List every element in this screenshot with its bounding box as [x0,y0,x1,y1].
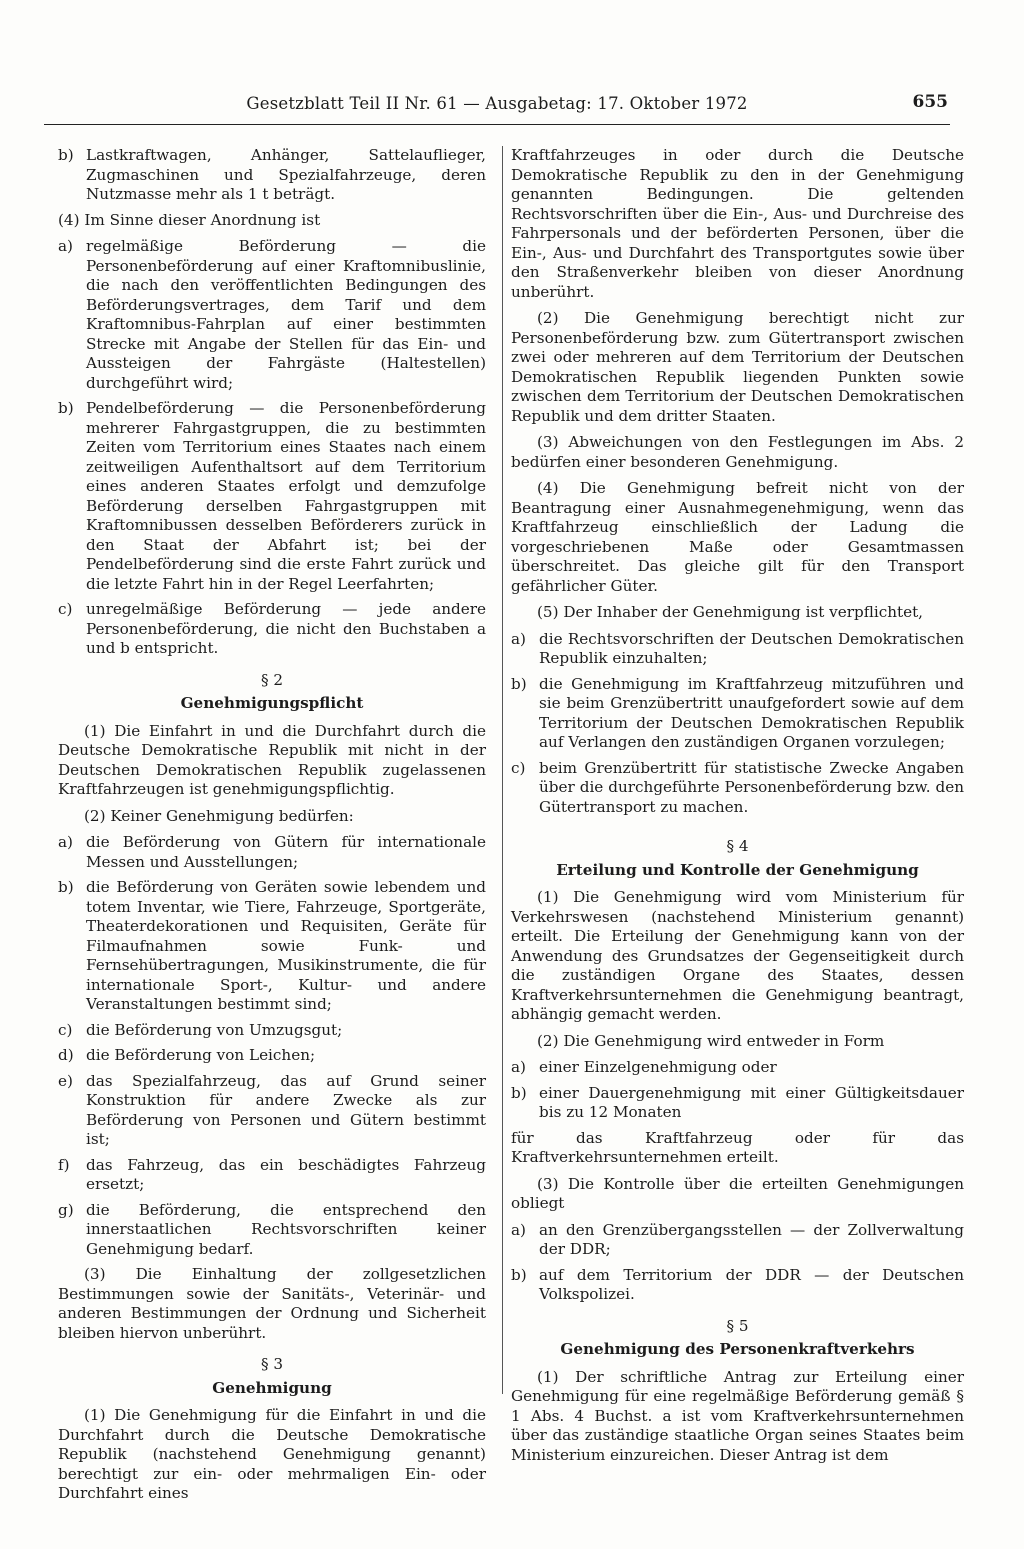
paragraph: (3) Die Kontrolle über die erteilten Genehmigungen obliegt [511,1174,964,1212]
item-text: das Fahrzeug, das ein beschädigtes Fahrzeug ersetzt; [86,1155,486,1193]
list-item [511,1058,964,1078]
list-item [58,1156,486,1195]
paragraph: (1) Der schriftliche Antrag zur Erteilung einer Genehmigung für eine regelmäßige Beförderung gemäß § 1 Abs. 4 Buchst. a ist vom Kraftverkehrsunternehmen über das zuständige staatliche Organ seines Staates beim Ministerium einzureichen. Dieser Antrag ist dem [511,1367,964,1464]
paragraph: (3) Abweichungen von den Festlegungen im Abs. 2 bedürfen einer besonderen Genehmigung. [511,433,964,471]
column-divider [502,146,503,1394]
item-label: a) [58,833,73,851]
paragraph: (3) Die Einhaltung der zollgesetzlichen Bestimmungen sowie der Sanitäts-, Veterinär- und anderen Bestimmungen der Ordnung und Sicherheit bleiben hiervon unberührt. [58,1265,486,1342]
section-title: Erteilung und Kontrolle der Genehmigung [556,860,919,879]
section-title: Genehmigungspflicht [180,694,364,712]
item-label: e) [58,1071,73,1090]
item-label: b) [58,146,74,164]
item-label: d) [58,1046,74,1064]
list-item [58,833,486,872]
paragraph: (2) Keiner Genehmigung bedürfen: [84,806,354,825]
item-label: c) [58,600,73,618]
item-label: a) [511,629,526,648]
list-item [58,1072,486,1150]
item-text: an den Grenzübergangsstellen — der Zollverwaltung der DDR; [539,1220,964,1258]
item-label: b) [511,1265,527,1284]
item-text: das Spezialfahrzeug, das auf Grund seiner Konstruktion für andere Zwecke als zur Beförderung von Personen und Gütern bestimmt ist; [86,1071,486,1148]
paragraph: (5) Der Inhaber der Genehmigung ist verpflichtet, [537,603,923,621]
section-number: § 5 [726,1316,749,1335]
item-label: f) [58,1155,70,1174]
list-item [58,1021,486,1041]
item-text: einer Dauergenehmigung mit einer Gültigkeitsdauer bis zu 12 Monaten [539,1083,964,1121]
section-title: Genehmigung [212,1378,332,1397]
item-text: die Beförderung, die entsprechend den innerstaatlichen Rechtsvorschriften keiner Genehmigung bedarf. [86,1200,486,1258]
paragraph: (2) Die Genehmigung wird entweder in Form [537,1031,885,1050]
item-label: a) [58,237,73,255]
list-item [58,600,486,659]
item-label: b) [511,1083,527,1102]
paragraph: (1) Die Genehmigung wird vom Ministerium für Verkehrswesen (nachstehend Ministerium genannt) erteilt. Die Erteilung der Genehmigung kann von der Anwendung des Grundsatzes der Gegenseitigkeit durch die zuständigen Organe des Staates, dessen Kraftverkehrsunternehmen die Genehmigung beantragt, abhängig gemacht werden. [511,888,964,1023]
page-number: 655 [912,92,948,112]
list-item [58,1046,486,1066]
list-item [511,1221,964,1260]
paragraph: (4) Die Genehmigung befreit nicht von der Beantragung einer Ausnahmegenehmigung, wenn das Kraftfahrzeug einschließlich der Ladung die vorgeschriebenen Maße oder Gesamtmassen überschreitet. Das gleiche gilt für den Transport gefährlicher Güter. [511,479,964,595]
item-label: b) [511,674,527,693]
item-text: beim Grenzübertritt für statistische Zwecke Angaben über die durchgeführte Personenbeförderung bzw. den Gütertransport zu machen. [539,758,964,816]
item-text: Lastkraftwagen, Anhänger, Sattelauflieger, Zugmaschinen und Spezialfahrzeuge, deren Nutzmasse mehr als 1 t beträgt. [86,146,486,203]
list-item [511,675,964,753]
paragraph: Kraftfahrzeuges in oder durch die Deutsche Demokratische Republik zu den in der Genehmigung genannten Bedingungen. Die geltenden Rechtsvorschriften über die Ein-, Aus- und Durchreise des Fahrpersonals und der beförderten Personen, über die Ein-, Aus- und Durchfahrt des Transportgutes sowie über den Straßenverkehr bleiben von dieser Anordnung unberührt. [511,146,964,301]
right-column [511,146,964,1472]
item-label: a) [511,1058,526,1076]
page-header [44,86,950,125]
item-text: die Beförderung von Umzugsgut; [86,1020,343,1039]
paragraph: (4) Im Sinne dieser Anordnung ist [58,210,321,229]
section-number: § 3 [260,1355,284,1373]
section-number: § 4 [726,837,749,855]
item-text: die Rechtsvorschriften der Deutschen Demokratischen Republik einzuhalten; [539,629,964,667]
item-text: einer Einzelgenehmigung oder [539,1058,777,1076]
item-text: unregelmäßige Beförderung — jede andere Personenbeförderung, die nicht den Buchstaben a und b entspricht. [86,600,486,657]
paragraph: (2) Die Genehmigung berechtigt nicht zur Personenbeförderung bzw. zum Gütertransport zwischen zwei oder mehreren auf dem Territorium der Deutschen Demokratischen Republik liegenden Punkten sowie zwischen dem Territorium der Deutschen Demokratischen Republik und dem dritter Staaten. [511,309,964,425]
item-label: c) [511,758,526,777]
section-title: Genehmigung des Personenkraftverkehrs [560,1340,915,1358]
item-label: g) [58,1200,74,1219]
item-label: b) [58,399,74,417]
list-item [511,1084,964,1123]
item-text: die Beförderung von Geräten sowie lebendem und totem Inventar, wie Tiere, Fahrzeuge, Sportgeräte, Theaterdekorationen und Requisiten, Geräte für Filmaufnahmen sowie Funk- und Fernsehübertragungen, Musikinstrumente, die für internationale Sport-, Kultur- und andere Veranstaltungen bestimmt sind; [86,878,486,1013]
item-text: die Beförderung von Gütern für internationale Messen und Ausstellungen; [86,833,486,871]
list-item [511,1266,964,1305]
list-item [58,146,486,205]
list-item [58,399,486,594]
item-text: die Genehmigung im Kraftfahrzeug mitzuführen und sie beim Grenzübertritt unaufgefordert sowie auf dem Territorium der Deutschen Demokratischen Republik auf Verlangen den zuständigen Organen vorzulegen; [539,674,964,751]
paragraph: für das Kraftfahrzeug oder für das Kraftverkehrsunternehmen erteilt. [511,1128,964,1166]
item-text: Pendelbeförderung — die Personenbeförderung mehrerer Fahrgastgruppen, die zu bestimmten Zeiten vom Territorium eines Staates nach einem zeitweiligen Aufenthaltsort auf dem Territorium eines anderen Staates erfolgt und demzufolge Beförderung derselben Fahrgastgruppen mit Kraftomnibussen desselben Beförderers zurück in den Staat der Abfahrt ist; bei der Pendelbeförderung sind die erste Fahrt zurück und die letzte Fahrt hin in der Regel Leerfahrten; [86,399,486,593]
list-item [511,630,964,669]
list-item [511,759,964,818]
left-column [58,146,486,1511]
list-item [58,237,486,393]
list-item [58,1201,486,1260]
item-text: regelmäßige Beförderung — die Personenbeförderung auf einer Kraftomnibuslinie, die nach den veröffentlichten Bedingungen des Beförderungsvertrages, dem Tarif und dem Kraftomnibus-Fahrplan auf einer bestimmten Strecke mit Angabe der Stellen für das Ein- und Aussteigen der Fahrgäste (Haltestellen) durchgeführt wird; [86,237,486,392]
item-label: a) [511,1220,526,1239]
item-text: die Beförderung von Leichen; [86,1046,316,1064]
item-label: c) [58,1020,73,1039]
item-text: auf dem Territorium der DDR — der Deutschen Volkspolizei. [539,1265,964,1303]
paragraph: (1) Die Einfahrt in und die Durchfahrt durch die Deutsche Demokratische Republik mit nicht in der Deutschen Demokratischen Republik zugelassenen Kraftfahrzeugen ist genehmigungspflichtig. [58,721,486,798]
paragraph: (1) Die Genehmigung für die Einfahrt in und die Durchfahrt durch die Deutsche Demokratische Republik (nachstehend Genehmigung genannt) berechtigt zur ein- oder mehrmaligen Ein- oder Durchfahrt eines [58,1406,486,1502]
header-title: Gesetzblatt Teil II Nr. 61 — Ausgabetag: 17. Oktober 1972 [246,94,748,113]
section-number: § 2 [260,670,284,689]
list-item [58,878,486,1015]
item-label: b) [58,878,74,896]
